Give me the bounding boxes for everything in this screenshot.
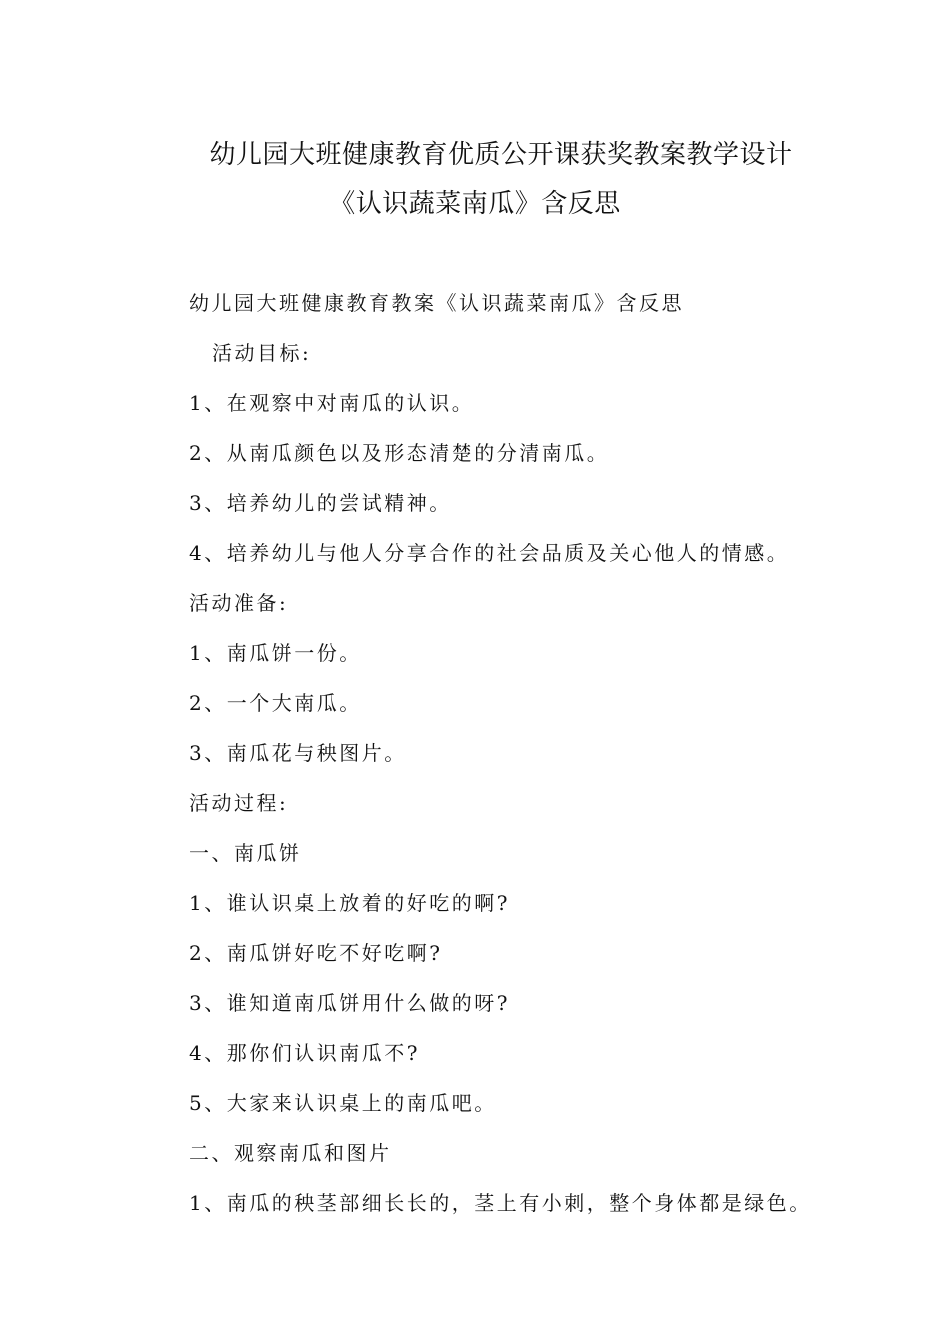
process-part-1-item-1: 1、谁认识桌上放着的好吃的啊? <box>189 891 510 915</box>
document-title-line-2: 《认识蔬菜南瓜》含反思 <box>329 189 621 219</box>
goal-item-2: 2、从南瓜颜色以及形态清楚的分清南瓜。 <box>189 441 610 465</box>
goal-item-1: 1、在观察中对南瓜的认识。 <box>189 391 475 415</box>
preparation-item-1: 1、南瓜饼一份。 <box>189 641 362 665</box>
document-title-line-1: 幼儿园大班健康教育优质公开课获奖教案教学设计 <box>209 140 793 170</box>
preparation-item-2: 2、一个大南瓜。 <box>189 691 362 715</box>
process-part-2-item-1: 1、南瓜的秧茎部细长长的，茎上有小刺，整个身体都是绿色。 <box>189 1191 812 1215</box>
section-heading-preparation: 活动准备: <box>189 591 289 615</box>
section-heading-process: 活动过程: <box>189 791 289 815</box>
process-part-1-item-3: 3、谁知道南瓜饼用什么做的呀? <box>189 991 510 1015</box>
goal-item-4: 4、培养幼儿与他人分享合作的社会品质及关心他人的情感。 <box>189 541 790 565</box>
process-part-1-item-4: 4、那你们认识南瓜不? <box>189 1041 420 1065</box>
preparation-item-3: 3、南瓜花与秧图片。 <box>189 741 407 765</box>
process-part-1-heading: 一、南瓜饼 <box>189 841 302 865</box>
process-part-1-item-5: 5、大家来认识桌上的南瓜吧。 <box>189 1091 497 1115</box>
process-part-2-heading: 二、观察南瓜和图片 <box>189 1141 392 1165</box>
section-heading-goals: 活动目标: <box>212 341 312 365</box>
goal-item-3: 3、培养幼儿的尝试精神。 <box>189 491 452 515</box>
subtitle-line: 幼儿园大班健康教育教案《认识蔬菜南瓜》含反思 <box>189 291 684 315</box>
process-part-1-item-2: 2、南瓜饼好吃不好吃啊? <box>189 941 443 965</box>
